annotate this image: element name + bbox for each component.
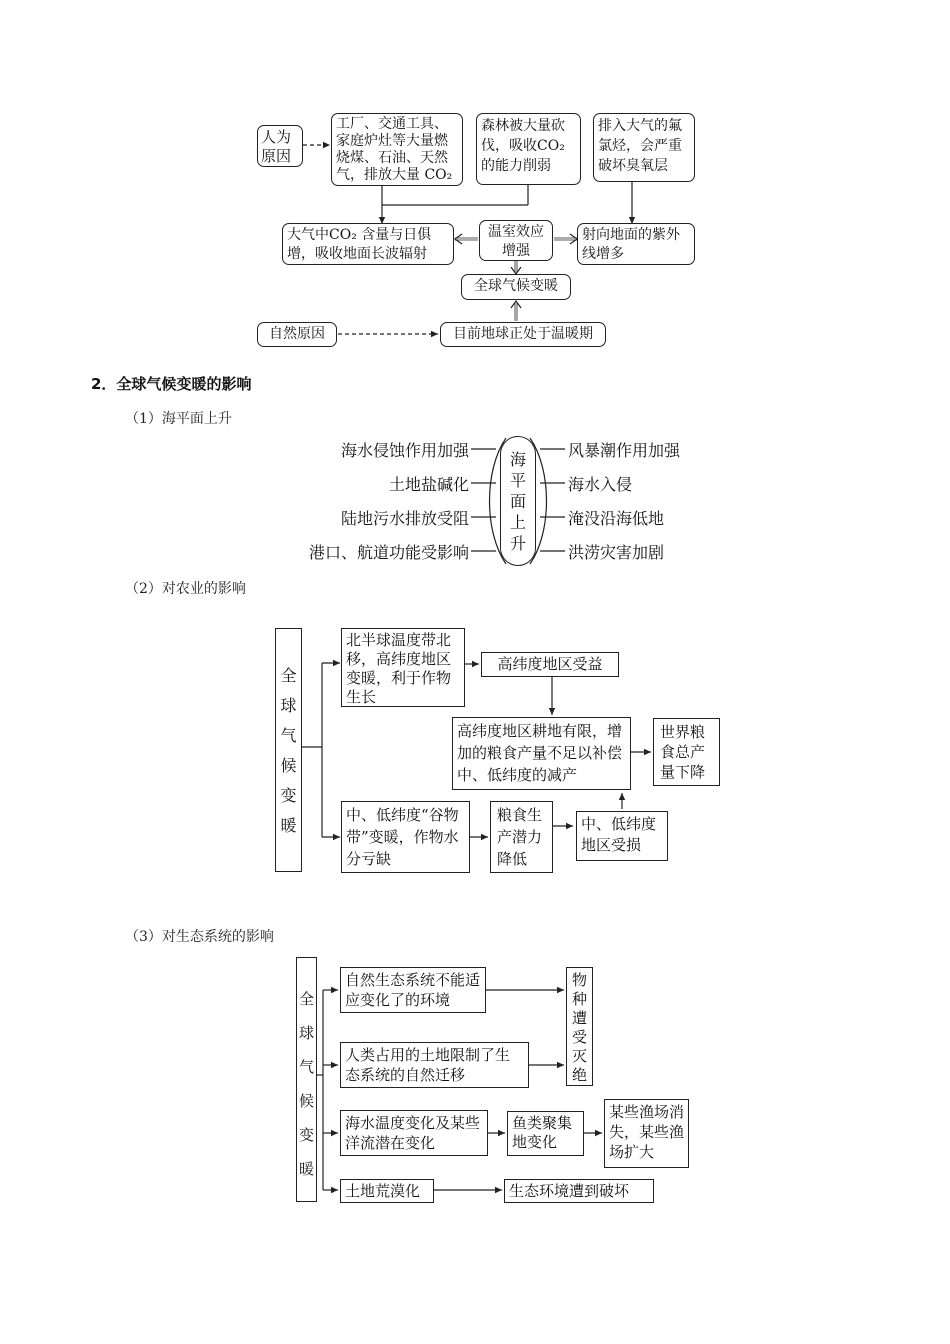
env-damage-box: 生态环境遭到破坏 bbox=[504, 1179, 654, 1203]
sea-right-item: 淹没沿海低地 bbox=[568, 509, 665, 528]
cannot-adapt-box: 自然生态系统不能适应变化了的环境 bbox=[340, 967, 486, 1013]
sea-left-item: 土地盐碱化 bbox=[388, 475, 469, 494]
sea-right-item: 洪涝灾害加剧 bbox=[568, 543, 665, 562]
uv-increase-box: 射向地面的紫外线增多 bbox=[577, 223, 695, 265]
co2-increase-box: 大气中CO₂ 含量与日俱增，吸收地面长波辐射 bbox=[282, 223, 454, 265]
fish-change-box: 鱼类聚集地变化 bbox=[507, 1111, 584, 1156]
global-warming-box: 全球气候变暖 bbox=[461, 274, 571, 300]
species-extinction-box: 物 种 遭 受 灭 绝 bbox=[566, 967, 593, 1086]
grain-belt-box: 中、低纬度“谷物带”变暖，作物水分亏缺 bbox=[341, 801, 470, 873]
desert-box: 土地荒漠化 bbox=[340, 1179, 434, 1203]
high-benefit-box: 高纬度地区受益 bbox=[481, 652, 619, 677]
agri-root-box: 全 球 气 候 变 暖 bbox=[275, 628, 302, 872]
sea-left-item: 陆地污水排放受阻 bbox=[340, 509, 469, 528]
greenhouse-box: 温室效应增强 bbox=[479, 220, 553, 261]
fishery-box: 某些渔场消失，某些渔场扩大 bbox=[604, 1099, 689, 1168]
world-decline-box: 世界粮食总产量下降 bbox=[653, 718, 720, 786]
section-heading: 2．全球气候变暖的影响 bbox=[91, 375, 252, 393]
subheading-agriculture: （2）对农业的影响 bbox=[125, 581, 246, 597]
subheading-sea-level: （1）海平面上升 bbox=[125, 411, 232, 427]
sea-level-center: 海 平 面 上 升 bbox=[500, 436, 536, 566]
sea-right-item: 风暴潮作用加强 bbox=[568, 441, 681, 460]
sea-left-item: 港口、航道功能受影响 bbox=[308, 543, 469, 562]
warm-period-box: 目前地球正处于温暖期 bbox=[440, 322, 606, 347]
natural-causes-box: 自然原因 bbox=[257, 322, 337, 347]
subheading-ecosystem: （3）对生态系统的影响 bbox=[125, 929, 274, 945]
sea-left-item: 海水侵蚀作用加强 bbox=[340, 441, 469, 460]
human-causes-box: 人为原因 bbox=[257, 125, 303, 167]
mid-low-loss-box: 中、低纬度地区受损 bbox=[576, 811, 668, 861]
sea-right-item: 海水入侵 bbox=[568, 475, 633, 494]
deforestation-box: 森林被大量砍伐，吸收CO₂的能力削弱 bbox=[476, 113, 581, 185]
freon-box: 排入大气的氟氯烃，会严重破坏臭氧层 bbox=[593, 113, 695, 182]
limited-land-box: 高纬度地区耕地有限，增加的粮食产量不足以补偿中、低纬度的减产 bbox=[452, 717, 631, 790]
fuel-burning-box: 工厂、交通工具、家庭炉灶等大量燃烧煤、石油、天然气，排放大量 CO₂ bbox=[331, 113, 463, 186]
potential-decline-box: 粮食生产潜力降低 bbox=[490, 801, 553, 873]
land-limit-box: 人类占用的土地限制了生态系统的自然迁移 bbox=[340, 1042, 529, 1088]
ocean-change-box: 海水温度变化及某些洋流潜在变化 bbox=[340, 1110, 488, 1156]
eco-root-box: 全 球 气 候 变 暖 bbox=[296, 957, 317, 1202]
north-shift-box: 北半球温度带北移，高纬度地区变暖，利于作物生长 bbox=[341, 628, 465, 707]
